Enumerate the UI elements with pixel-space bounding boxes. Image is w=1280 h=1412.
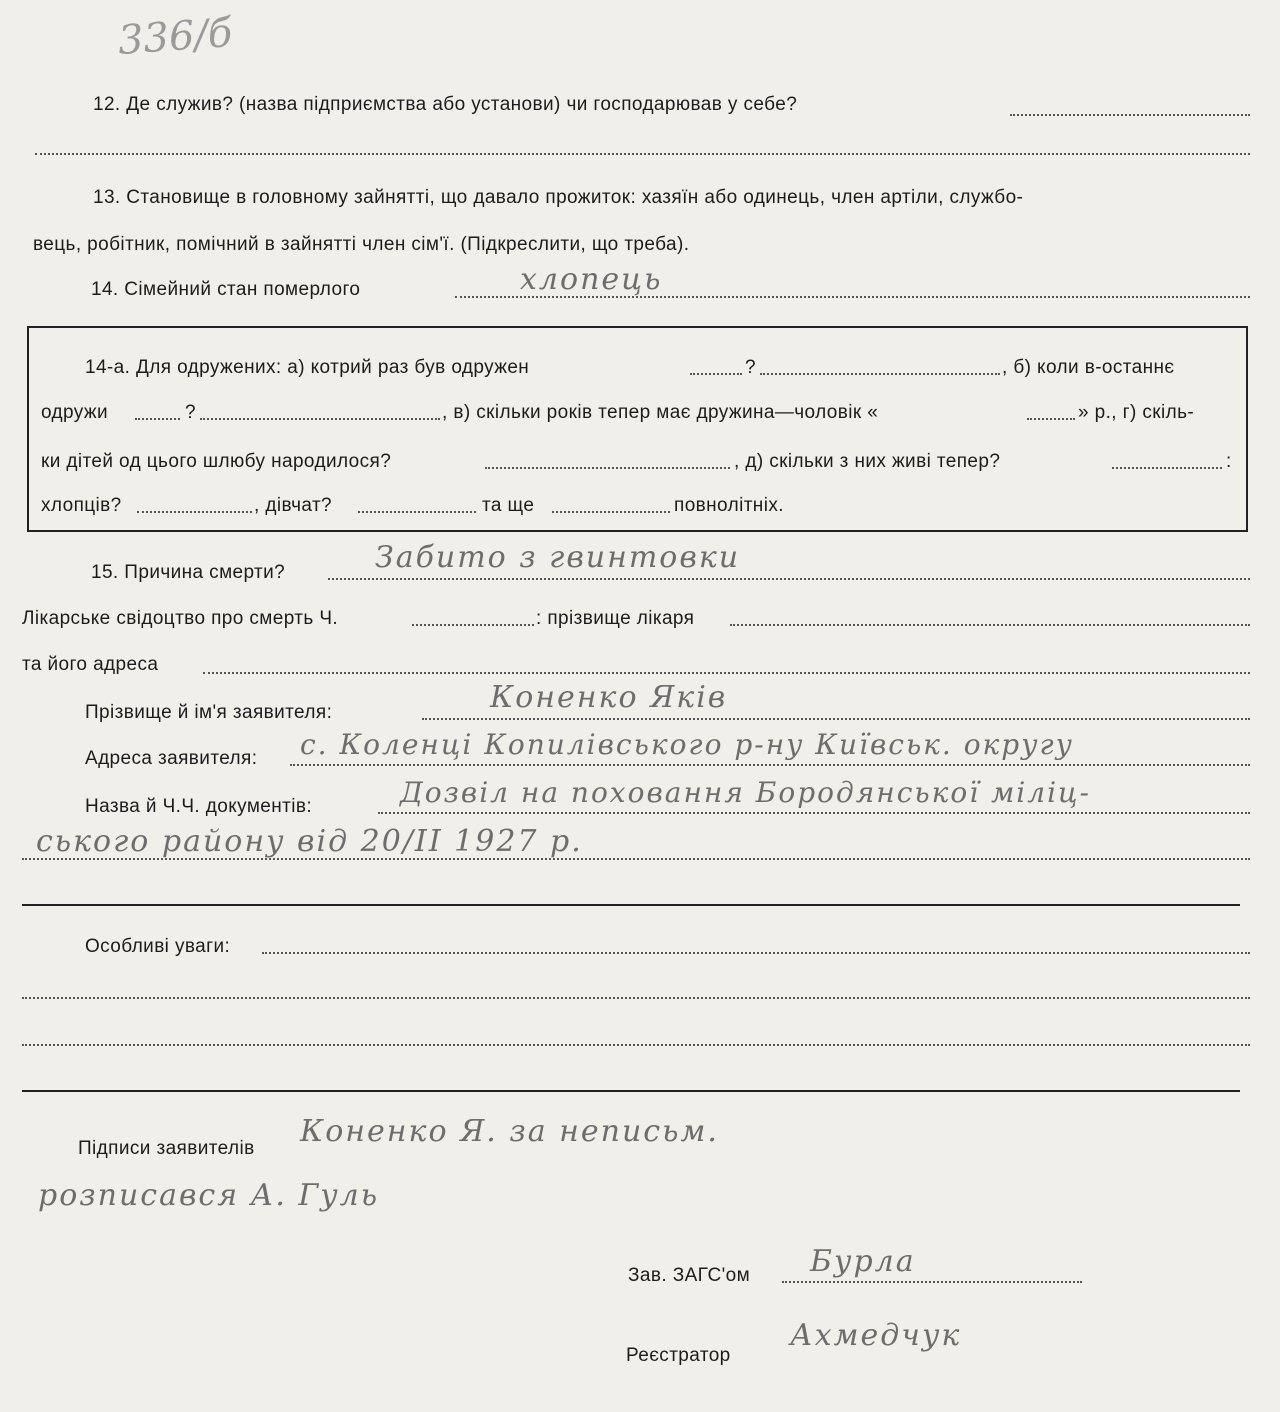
- q14a-line-1c: , б) коли в-останнє: [1002, 357, 1175, 378]
- q14a-marriage-count-line-2[interactable]: [760, 373, 1000, 375]
- q14a-adults-line[interactable]: [552, 511, 670, 513]
- applicant-address-handwritten: с. Коленці Копилівського р-ну Київськ. округу: [300, 728, 1074, 761]
- documents-handwritten-2: ського району від 20/II 1927 р.: [36, 824, 583, 859]
- q14a-boys-line[interactable]: [137, 511, 252, 513]
- signatures-label: Підписи заявителів: [78, 1138, 255, 1159]
- applicant-address-line[interactable]: [290, 764, 1250, 766]
- divider-line-1: [22, 904, 1240, 906]
- notes-line-1[interactable]: [262, 952, 1250, 954]
- documents-handwritten-1: Дозвіл на поховання Бородянської міліц-: [400, 776, 1092, 809]
- doctor-surname-label: : прізвище лікаря: [536, 608, 695, 629]
- q14a-line-1a: 14-а. Для одружених: а) котрий раз був одружен: [85, 357, 530, 378]
- q12-answer-line-2[interactable]: [35, 153, 1250, 155]
- divider-line-2: [22, 1090, 1240, 1092]
- q14a-girls-line[interactable]: [358, 511, 476, 513]
- q12-label: 12. Де служив? (назва підприємства або установи) чи господарював у себе?: [93, 94, 798, 115]
- q13-line-2: вець, робітник, помічний в зайнятті член сім'ї. (Підкреслити, що треба).: [33, 234, 690, 255]
- doctor-address-line[interactable]: [203, 672, 1250, 674]
- q15-label: 15. Причина смерти?: [91, 562, 286, 583]
- notes-line-2[interactable]: [22, 997, 1250, 999]
- q14a-line-4d: повнолітніх.: [674, 495, 784, 516]
- q13-line-1: 13. Становище в головному зайнятті, що давало прожиток: хазяїн або одинець, член артіли, службо-: [93, 187, 1024, 208]
- q14a-line-4c: та ще: [482, 495, 535, 516]
- q14a-line-3c: :: [1226, 451, 1232, 472]
- signatures-handwritten-2: розписався А. Гуль: [38, 1178, 380, 1213]
- notes-label: Особливі уваги:: [85, 936, 231, 957]
- doctor-surname-line[interactable]: [730, 624, 1250, 626]
- applicant-name-handwritten: Коненко Яків: [490, 680, 728, 715]
- q14a-line-3b: , д) скільки з них живі тепер?: [734, 451, 1001, 472]
- q14a-line-4b: , дівчат?: [254, 495, 333, 516]
- notes-line-3[interactable]: [22, 1044, 1250, 1046]
- q12-answer-line[interactable]: [1010, 114, 1250, 116]
- documents-label: Назва й Ч.Ч. документів:: [85, 796, 313, 817]
- medical-certificate-label: Лікарське свідоцтво про смерть Ч.: [22, 608, 339, 629]
- registrar-signature: Ахмедчук: [790, 1318, 962, 1353]
- q14a-last-married-line[interactable]: [135, 418, 180, 420]
- q14a-line-4a: хлопців?: [41, 495, 122, 516]
- q14a-line-2d: » р., г) скіль-: [1078, 402, 1195, 423]
- q15-handwritten-value: Забито з гвинтовки: [375, 540, 741, 575]
- head-zags-signature: Бурла: [810, 1244, 916, 1279]
- applicant-name-line[interactable]: [422, 718, 1250, 720]
- doctor-address-label: та його адреса: [22, 654, 159, 675]
- q14-handwritten-value: хлопець: [520, 262, 663, 297]
- head-zags-signature-line[interactable]: [782, 1281, 1082, 1283]
- q14a-marriage-count-line[interactable]: [690, 373, 742, 375]
- q14a-line-1b: ?: [745, 357, 756, 378]
- head-zags-label: Зав. ЗАГС'ом: [628, 1265, 751, 1286]
- signatures-handwritten-1: Коненко Я. за неписьм.: [300, 1114, 719, 1149]
- registrar-label: Реєстратор: [626, 1345, 731, 1366]
- q14a-line-3a: ки дітей од цього шлюбу народилося?: [41, 451, 392, 472]
- applicant-address-label: Адреса заявителя:: [85, 748, 258, 769]
- q14-label: 14. Сімейний стан померлого: [91, 279, 361, 300]
- q14a-children-born-line[interactable]: [485, 467, 730, 469]
- q14a-line-2b: ?: [185, 402, 196, 423]
- q15-answer-line[interactable]: [328, 578, 1250, 580]
- q14a-line-2a: одружи: [41, 402, 109, 423]
- q14a-line-2c: , в) скільки років тепер має дружина—чоловік «: [442, 402, 879, 423]
- medical-certificate-number-line[interactable]: [412, 624, 534, 626]
- documents-line[interactable]: [378, 812, 1250, 814]
- applicant-name-label: Прізвище й ім'я заявителя:: [85, 702, 333, 723]
- q14a-children-alive-line[interactable]: [1112, 467, 1222, 469]
- archive-number-handwritten: 336/б: [116, 10, 234, 64]
- q14a-spouse-age-line[interactable]: [1027, 418, 1075, 420]
- q14a-last-married-line-2[interactable]: [200, 418, 440, 420]
